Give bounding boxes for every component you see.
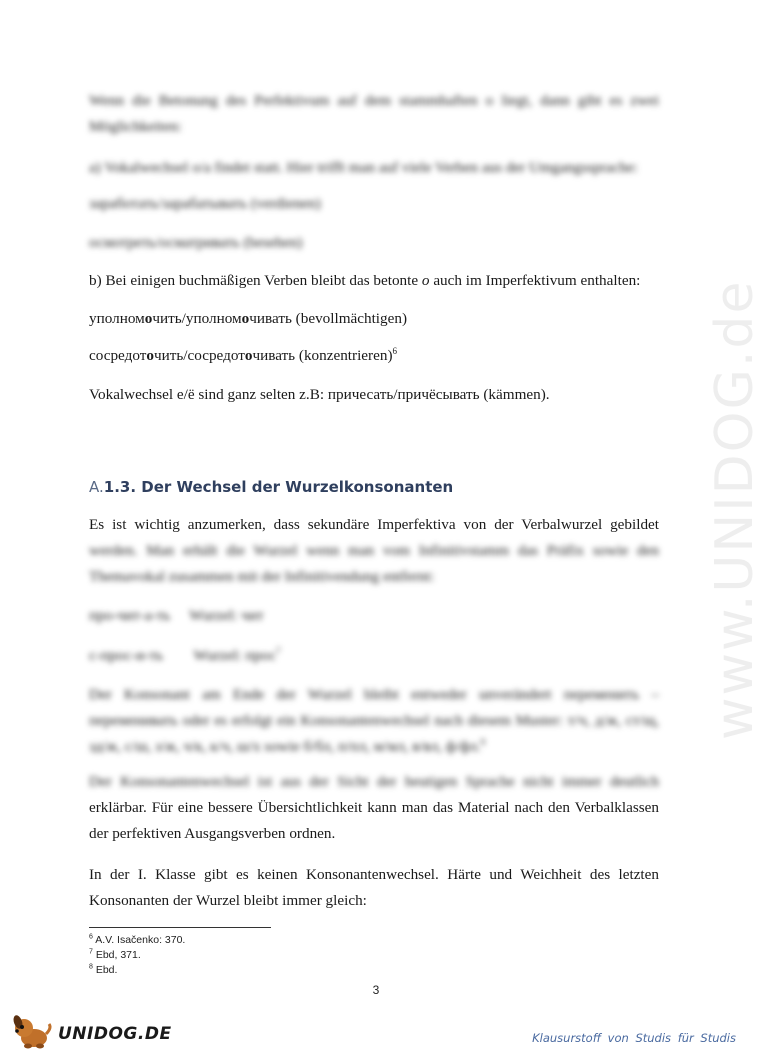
- paragraph-text: заработать/зарабатывать (verdienen): [89, 195, 321, 212]
- footnote-number: 8: [89, 963, 93, 971]
- stressed-vowel: о: [144, 310, 153, 327]
- footnote-ref-7[interactable]: 7: [275, 645, 281, 656]
- blurred-paragraph: [89, 88, 659, 140]
- footnote-8: [89, 963, 117, 977]
- stressed-vowel: о: [146, 347, 154, 364]
- logo-text: UNIDOG.DE: [58, 1024, 172, 1044]
- example-bevollmaechtigen: [89, 306, 659, 332]
- paragraph-text: a) Vokalwechsel o/a findet statt. Hier trifft man auf viele Verben aus der Umgangssprache:: [89, 159, 638, 176]
- text-segment: уполном: [89, 310, 145, 327]
- text-segment: чить/уполном: [152, 310, 242, 327]
- blurred-example: [89, 643, 659, 669]
- footnote-ref-6[interactable]: 6: [392, 345, 397, 356]
- text-segment: b) Bei einigen buchmäßigen Verben bleibt das betonte: [89, 272, 422, 289]
- paragraph-text: осмотреть/осматривать (besehen): [89, 234, 303, 251]
- blurred-example: [89, 603, 659, 629]
- footnote-6: [89, 933, 185, 947]
- watermark: www.UNIDOG.de: [705, 279, 765, 740]
- heading-prefix: A.: [89, 478, 104, 496]
- dog-icon: [12, 1014, 52, 1050]
- footnote-text: Ebd, 371.: [92, 949, 141, 961]
- example-konzentrieren: [89, 343, 659, 369]
- footnote-number: 6: [89, 933, 93, 941]
- paragraph-vokalwechsel: [89, 382, 659, 408]
- section-heading: [89, 478, 453, 496]
- blurred-paragraph: [89, 155, 659, 181]
- text-segment: чить/сосредот: [153, 347, 245, 364]
- text-segment: Vokalwechsel e/ё sind ganz selten z.B: причесать/причёсывать (kämmen).: [89, 386, 550, 403]
- footer-tagline: Klausurstoff von Studis für Studis: [532, 1031, 736, 1045]
- text-segment: чивать (bevollmächtigen): [249, 310, 408, 327]
- text-segment: чивать (konzentrieren): [252, 347, 393, 364]
- text-segment: Es ist wichtig anzumerken, dass sekundäre Imperfektiva von der Verbalwurzel gebildet: [89, 516, 659, 533]
- paragraph-text: Der Konsonantenwechsel ist aus der Sicht der heutigen Sprache nicht immer deutlich: [89, 773, 659, 790]
- paragraph-text: с-прос-и-ть Wurzel: прос: [89, 647, 276, 664]
- paragraph-text: Wenn die Betonung des Perfektivum auf dem stammhaften o liegt, dann gibt es zwei Möglichkeiten:: [89, 92, 659, 135]
- footnote-text: Ebd.: [92, 964, 118, 976]
- footnote-7: [89, 948, 141, 962]
- footnote-number: 7: [89, 948, 93, 956]
- text-segment: сосредот: [89, 347, 147, 364]
- stressed-vowel: о: [241, 310, 250, 327]
- paragraph-text: про-чит-а-ть Wurzel: чит: [89, 607, 264, 624]
- blurred-example: [89, 230, 659, 256]
- footnote-divider: [89, 927, 271, 928]
- stressed-vowel: о: [244, 347, 253, 364]
- text-segment: auch im Imperfektivum enthalten:: [429, 272, 641, 289]
- paragraph-klasse-i: [89, 862, 659, 914]
- footnote-text: A.V. Isačenko: 370.: [92, 934, 186, 946]
- footnote-ref-8[interactable]: 8: [480, 736, 486, 747]
- text-segment: erklärbar. Für eine bessere Übersichtlichkeit kann man das Material nach den Verbalklassen der perfektiven Ausgangsverben ordnen.: [89, 799, 659, 842]
- paragraph-b-intro: [89, 268, 659, 294]
- heading-text: 1.3. Der Wechsel der Wurzelkonsonanten: [103, 478, 454, 496]
- text-segment: In der I. Klasse gibt es keinen Konsonantenwechsel. Härte und Weichheit des letzten Konsonanten der Wurzel bleibt immer gleich:: [89, 866, 659, 909]
- paragraph-text: Der Konsonant am Ende der Wurzel bleibt entweder unverändert переменить – переменивать oder es erfolgt ein Konsonantenwechsel nach diesem Muster: т/ч, д/ж, ст/щ, зд/ж, с/ш, з/ж, ч/к, к/ч, ш/х sowie б/бл, п/пл, м/мл, в/вл, ф/фл.: [89, 686, 659, 755]
- blurred-example: [89, 191, 659, 217]
- paragraph-uebersichtlichkeit: [89, 795, 659, 847]
- unidog-logo[interactable]: [8, 1014, 172, 1054]
- italic-letter: o: [421, 272, 430, 289]
- paragraph-text: werden. Man erhält die Wurzel wenn man vom Infinitivstamm das Präfix sowie den Themavokal zusammen mit der Infinitivendung entfernt:: [89, 542, 659, 585]
- paragraph-imperfektiva: [89, 512, 659, 538]
- page-number: 3: [372, 983, 380, 997]
- blurred-line: [89, 769, 659, 795]
- blurred-paragraph: [89, 538, 659, 590]
- blurred-paragraph: [89, 682, 659, 760]
